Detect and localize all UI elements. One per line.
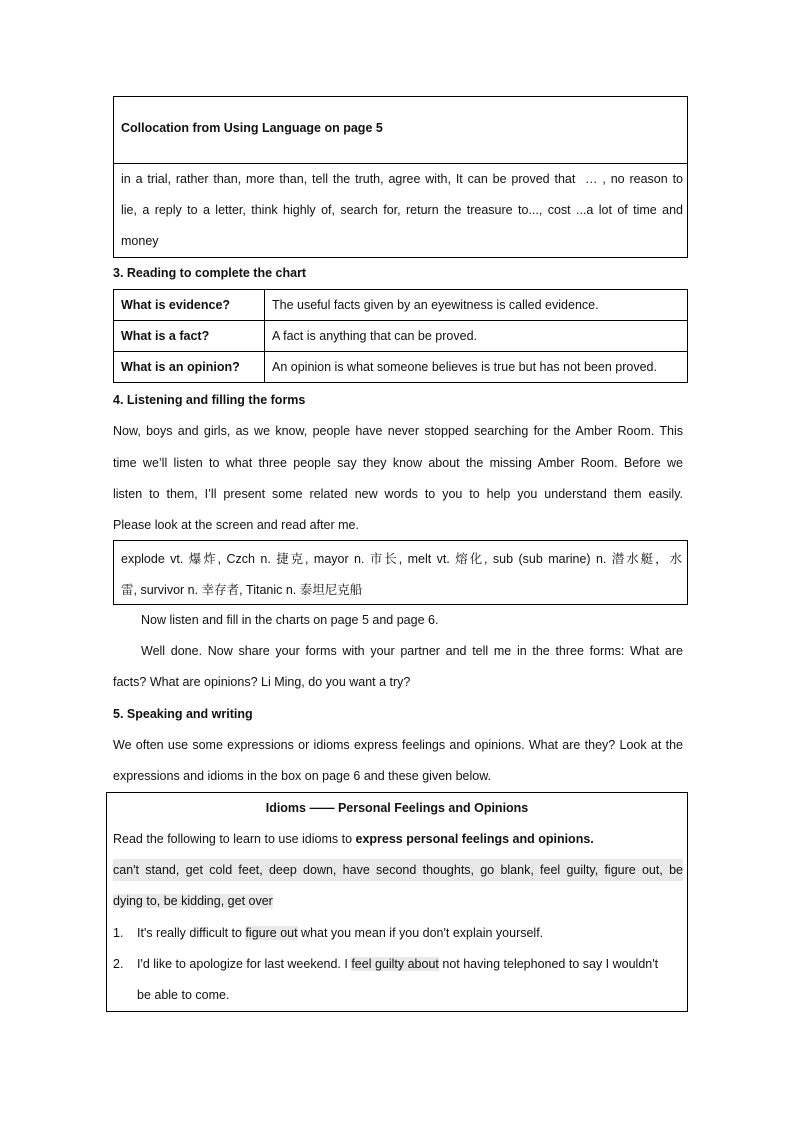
section-5-heading: 5. Speaking and writing	[113, 707, 253, 721]
example-1-number: 1.	[113, 926, 124, 940]
idioms-list-line-1: can't stand, get cold feet, deep down, have second thoughts, go blank, feel guilty, figure out, be	[113, 863, 683, 877]
example-1-pre: It's really difficult to	[137, 926, 246, 940]
vocabulary-line-1: explode vt. 爆炸, Czch n. 捷克, mayor n. 市长, melt vt. 熔化, sub (sub marine) n. 潜水艇，水	[121, 552, 682, 566]
section-3-heading: 3. Reading to complete the chart	[113, 266, 307, 280]
collocation-line-3: money	[121, 234, 159, 248]
listen-instruction: Now listen and fill in the charts on page 5 and page 6.	[141, 613, 439, 627]
vocabulary-line-2: 雷, survivor n. 幸存者, Titanic n. 泰坦尼克船	[121, 583, 363, 597]
section-4-paragraph-line-4: Please look at the screen and read after me.	[113, 518, 359, 532]
idioms-intro-bold: express personal feelings and opinions.	[355, 832, 594, 846]
table-row	[114, 321, 688, 352]
section-4-paragraph-line-3: listen to them, I’ll present some related new words to you to help you understand them easily.	[113, 487, 683, 501]
example-2-line-2: be able to come.	[137, 988, 230, 1002]
idioms-intro-plain: Read the following to learn to use idioms to	[113, 832, 356, 846]
collocation-divider	[114, 163, 687, 164]
section-5-paragraph-line-2: expressions and idioms in the box on page 6 and these given below.	[113, 769, 492, 783]
example-2-post: not having telephoned to say I wouldn't	[438, 957, 659, 971]
example-1-post: what you mean if you don't explain yourself.	[297, 926, 544, 940]
idioms-title-text: Idioms —— Personal Feelings and Opinions	[265, 801, 529, 815]
answer-cell: The useful facts given by an eyewitness is called evidence.	[265, 290, 688, 321]
example-1	[137, 926, 543, 940]
collocation-line-2: lie, a reply to a letter, think highly of, search for, return the treasure to..., cost ...a lot of time and	[121, 203, 683, 217]
section-4-heading: 4. Listening and filling the forms	[113, 393, 306, 407]
collocation-title: Collocation from Using Language on page 5	[121, 121, 383, 135]
idioms-intro	[113, 832, 594, 846]
share-paragraph-line-2: facts? What are opinions? Li Ming, do you want a try?	[113, 675, 411, 689]
idioms-title	[106, 801, 688, 815]
example-2-number: 2.	[113, 957, 124, 971]
collocation-line-1: in a trial, rather than, more than, tell the truth, agree with, It can be proved that … , no reason to	[121, 172, 683, 186]
answer-cell: An opinion is what someone believes is true but has not been proved.	[265, 352, 688, 383]
idioms-list-line-2: dying to, be kidding, get over	[113, 894, 273, 908]
question-cell: What is an opinion?	[114, 352, 265, 383]
question-cell: What is a fact?	[114, 321, 265, 352]
share-paragraph-line-1: Well done. Now share your forms with your partner and tell me in the three forms: What are	[141, 644, 683, 658]
question-cell: What is evidence?	[114, 290, 265, 321]
table-row	[114, 290, 688, 321]
answer-cell: A fact is anything that can be proved.	[265, 321, 688, 352]
example-2-highlight: feel guilty about	[351, 957, 439, 971]
evidence-chart	[113, 289, 688, 383]
example-1-highlight: figure out	[245, 926, 298, 940]
example-2-pre: I'd like to apologize for last weekend. I	[137, 957, 352, 971]
example-2	[137, 957, 658, 971]
section-5-paragraph-line-1: We often use some expressions or idioms express feelings and opinions. What are they? Look at the	[113, 738, 683, 752]
section-4-paragraph-line-2: time we’ll listen to what three people say they know about the missing Amber Room. Before we	[113, 456, 683, 470]
table-row	[114, 352, 688, 383]
section-4-paragraph-line-1: Now, boys and girls, as we know, people have never stopped searching for the Amber Room. This	[113, 424, 683, 438]
